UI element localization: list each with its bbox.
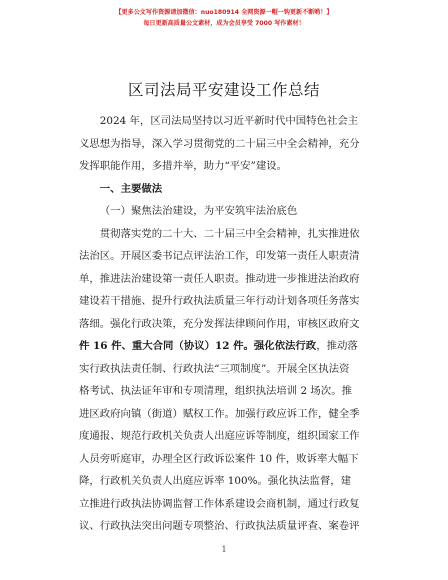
body-line: 实行政执法责任制、行政执法“三项制度”。开展全区执法资 — [79, 362, 350, 375]
subsection-heading: （一）聚焦法治建设，为平安筑牢法治底色 — [99, 205, 298, 217]
body-line: 落细。强化行政决策，充分发挥法律顾问作用，审核区政府文 — [79, 317, 360, 330]
body-line: 贯彻落实党的二十大、二十届三中全会精神，扎实推进依 — [99, 227, 360, 240]
body-line: 议、行政执法突出问题专项整治、行政执法质量评查、案卷评 — [79, 520, 360, 532]
body-line: 进区政府向镇（街道）赋权工作。加强行政应诉工作，健全季 — [79, 407, 360, 420]
promo-banner-line-2: 每日更新高质量公文素材，成为会员享受 7000 写作素材！ — [143, 20, 305, 27]
body-line: 格考试、执法证年审和专项清理，组织执法培训 2 场次。推 — [79, 385, 352, 397]
body-line: 人员旁听庭审，办理全区行政诉讼案件 10 件，败诉率大幅下 — [79, 452, 359, 465]
body-line: 度通报、规范行政机关负责人出庭应诉等制度，组织国家工作 — [79, 430, 360, 442]
body-line: 降，行政机关负责人出庭应诉率 100%。强化执法监督，建 — [79, 475, 351, 487]
intro-paragraph — [79, 110, 371, 178]
emphasis-text: 强化依法行政 — [253, 340, 317, 352]
page-number: 1 — [221, 545, 227, 554]
body-paragraph — [79, 223, 371, 538]
intro-line: 2024 年，区司法局坚持以习近平新时代中国特色社会主 — [99, 115, 359, 127]
document-title: 区司法局平安建设工作总结 — [127, 81, 320, 99]
promo-banner — [0, 7, 448, 29]
body-line — [79, 335, 371, 358]
section-heading: 一、主要做法 — [99, 182, 163, 195]
promo-banner-line-1: 【更多公文写作资源请加微信：nuo180914 全网资源一帽一钩更新不断哟！】 — [115, 9, 333, 16]
emphasis-text: 件 16 件、重大合同（协议）12 件。 — [79, 340, 254, 352]
document-body — [79, 110, 371, 538]
body-line: 单，推进法治建设第一责任人职责。推动进一步推进法治政府 — [79, 272, 360, 285]
body-line: 建设若干措施、提升行政执法质量三年行动计划各项任务落实 — [79, 295, 360, 307]
intro-line: 发挥职能作用，多措并举，助力“平安”建设。 — [79, 160, 288, 172]
body-line: 立推进行政执法协调监督工作体系建设会商机制，通过行政复 — [79, 497, 360, 510]
intro-line: 义思想为指导，深入学习贯彻党的二十届三中全会精神，充分 — [79, 137, 360, 150]
body-line: 法治区。开展区委书记点评法治工作，印发第一责任人职责清 — [79, 250, 360, 262]
body-text: ，推动落 — [316, 340, 358, 352]
